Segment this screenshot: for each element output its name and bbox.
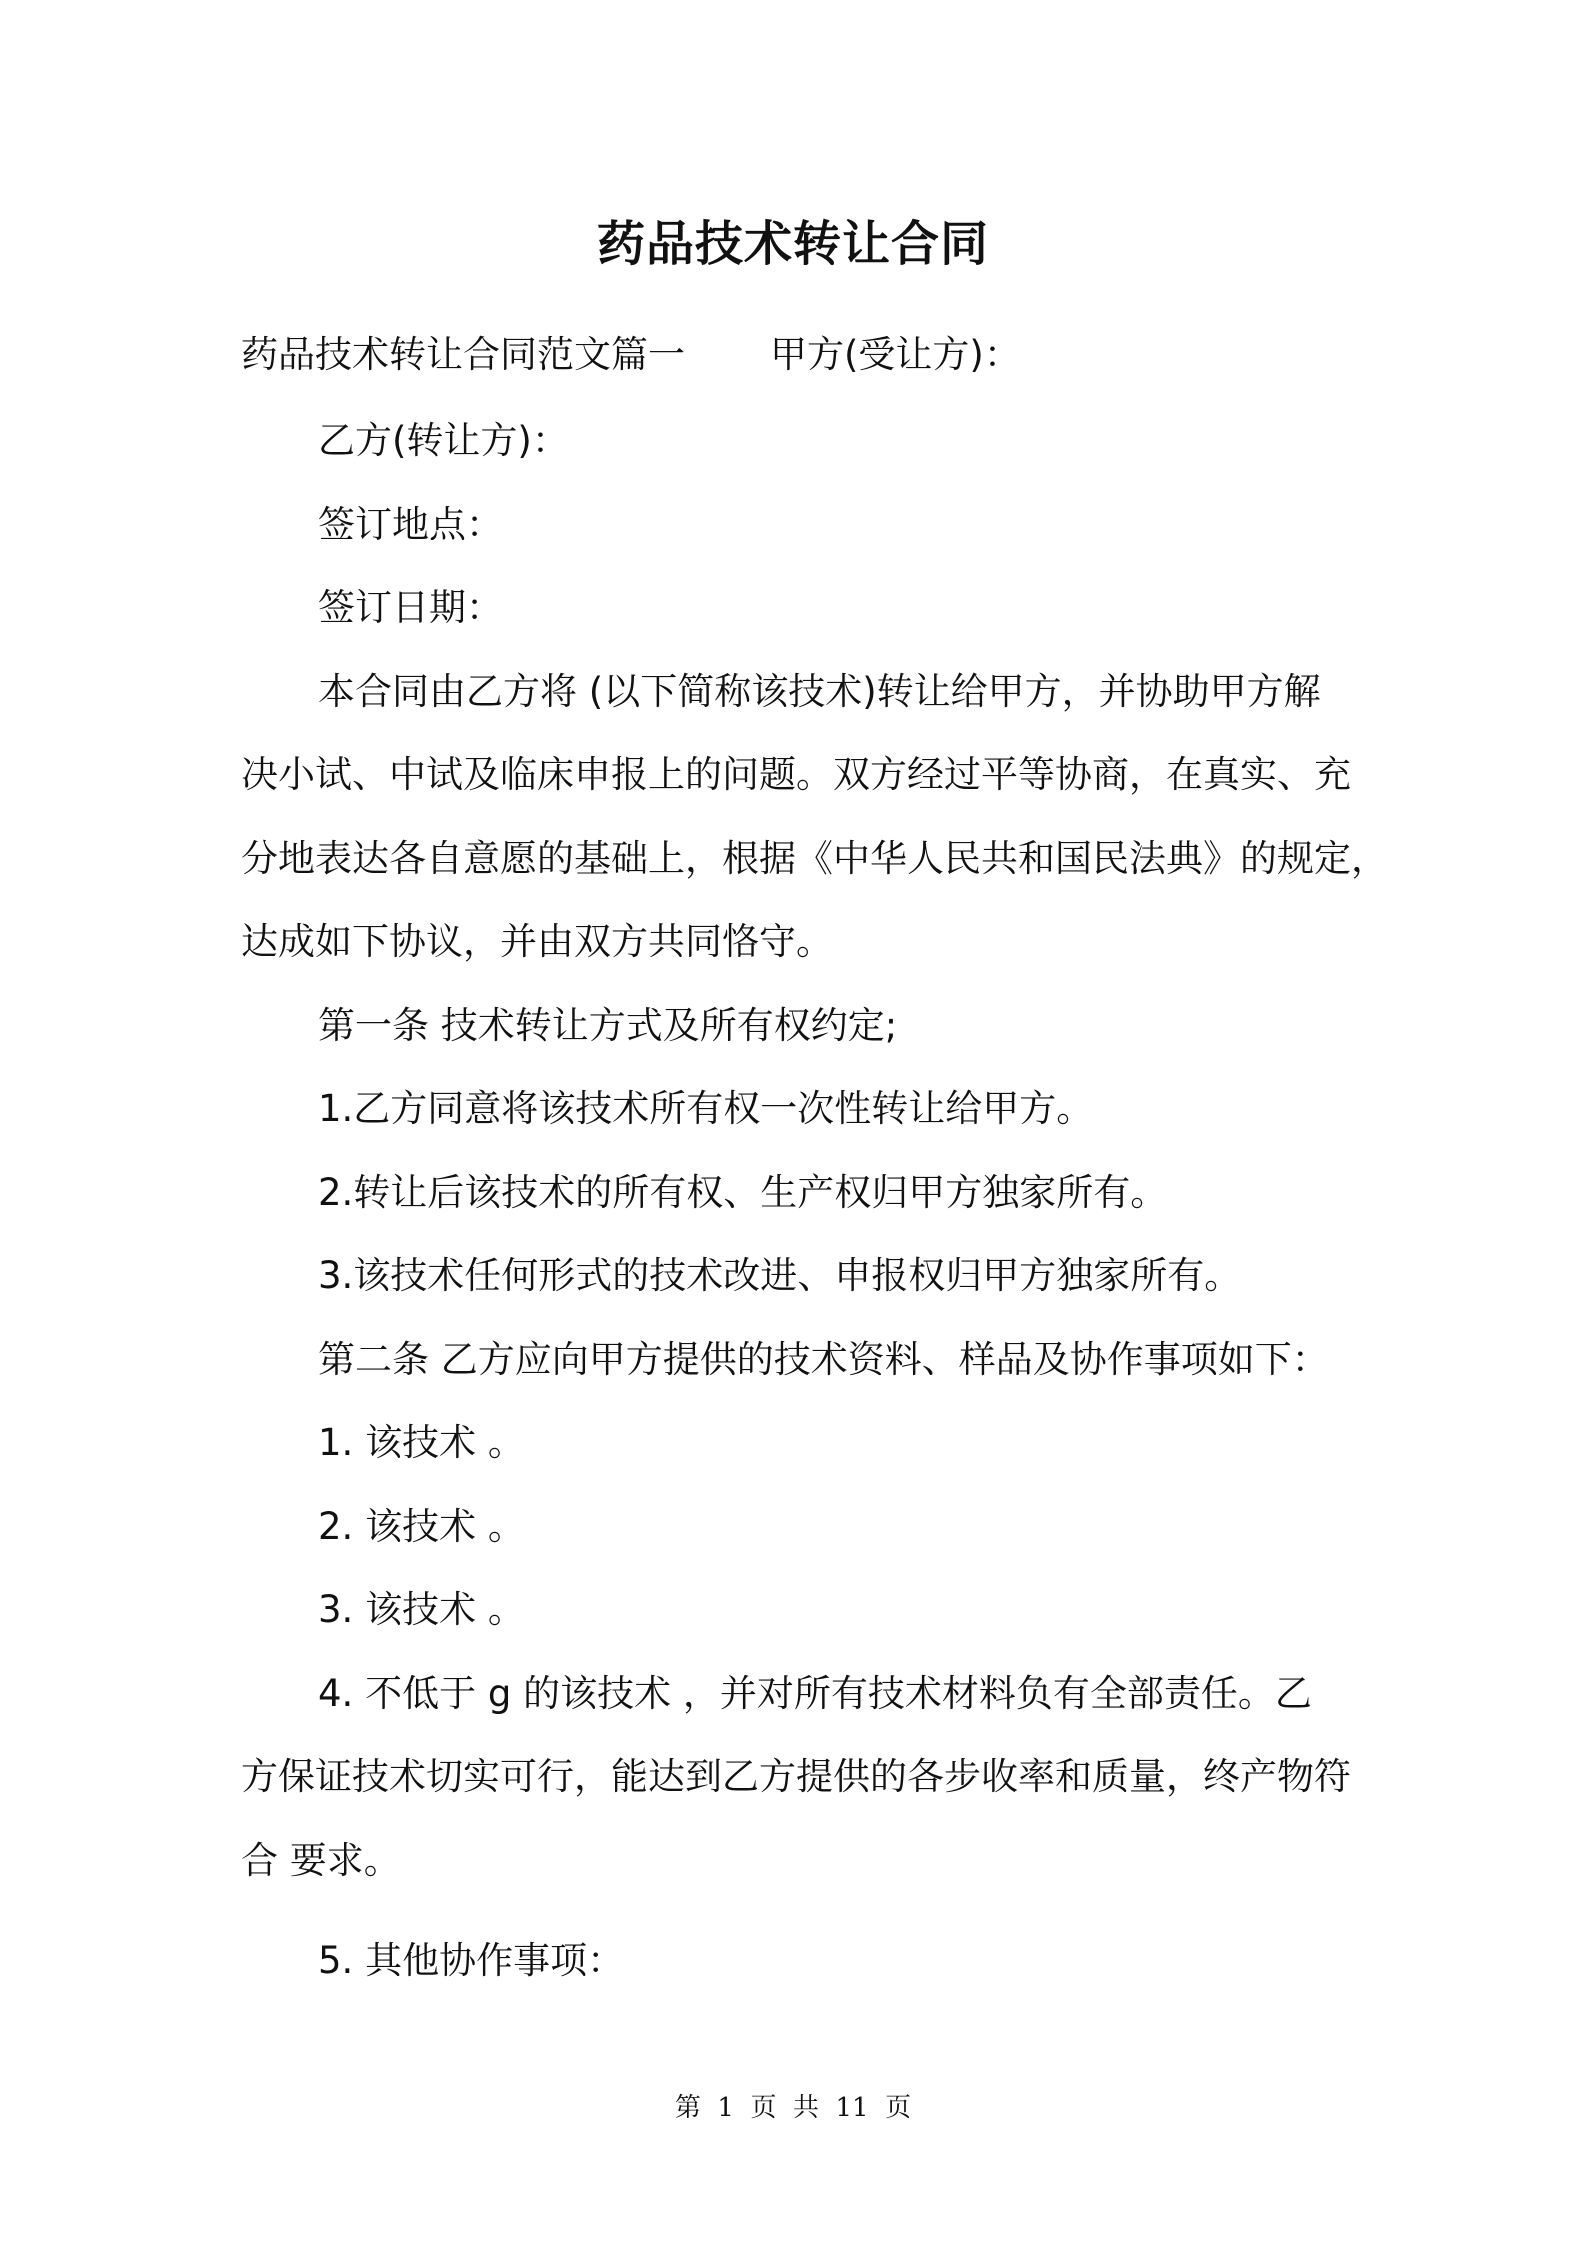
signing-place-label: 签订地点： — [318, 503, 503, 546]
clause-item: 2.转让后该技术的所有权、生产权归甲方独家所有。 — [318, 1171, 1168, 1214]
clause-item: 3. 该技术 。 — [318, 1588, 525, 1631]
clause-item: 4. 不低于 g 的该技术 ，并对所有技术材料负有全部责任。乙 — [318, 1672, 1312, 1715]
clause-item: 5. 其他协作事项： — [318, 1939, 625, 1982]
clause-item: 3.该技术任何形式的技术改进、申报权归甲方独家所有。 — [318, 1254, 1242, 1297]
clause-item: 2. 该技术 。 — [318, 1505, 525, 1548]
signing-date-label: 签订日期： — [318, 586, 503, 629]
clause-item: 1.乙方同意将该技术所有权一次性转让给甲方。 — [318, 1087, 1094, 1130]
article-two-heading: 第二条 乙方应向甲方提供的技术资料、样品及协作事项如下： — [318, 1338, 1329, 1381]
paragraph-line: 合 要求。 — [241, 1839, 401, 1882]
paragraph-line: 本合同由乙方将 (以下简称该技术)转让给甲方，并协助甲方解 — [318, 670, 1321, 713]
paragraph-line: 决小试、中试及临床申报上的问题。双方经过平等协商，在真实、充 — [241, 753, 1351, 796]
clause-item: 1. 该技术 。 — [318, 1421, 525, 1464]
paragraph-line: 方保证技术切实可行，能达到乙方提供的各步收率和质量，终产物符 — [241, 1755, 1351, 1798]
article-one-heading: 第一条 技术转让方式及所有权约定; — [318, 1004, 898, 1047]
paragraph-line: 达成如下协议，并由双方共同恪守。 — [241, 920, 833, 963]
party-a-label: 甲方(受让方)： — [770, 333, 1021, 376]
section-heading: 药品技术转让合同范文篇一 — [241, 333, 685, 376]
party-b-label: 乙方(转让方)： — [318, 419, 569, 462]
document-title: 药品技术转让合同 — [596, 216, 989, 272]
paragraph-line: 分地表达各自意愿的基础上，根据《中华人民共和国民法典》的规定， — [241, 837, 1388, 880]
page-number-footer: 第 1 页 共 11 页 — [674, 2093, 912, 2123]
